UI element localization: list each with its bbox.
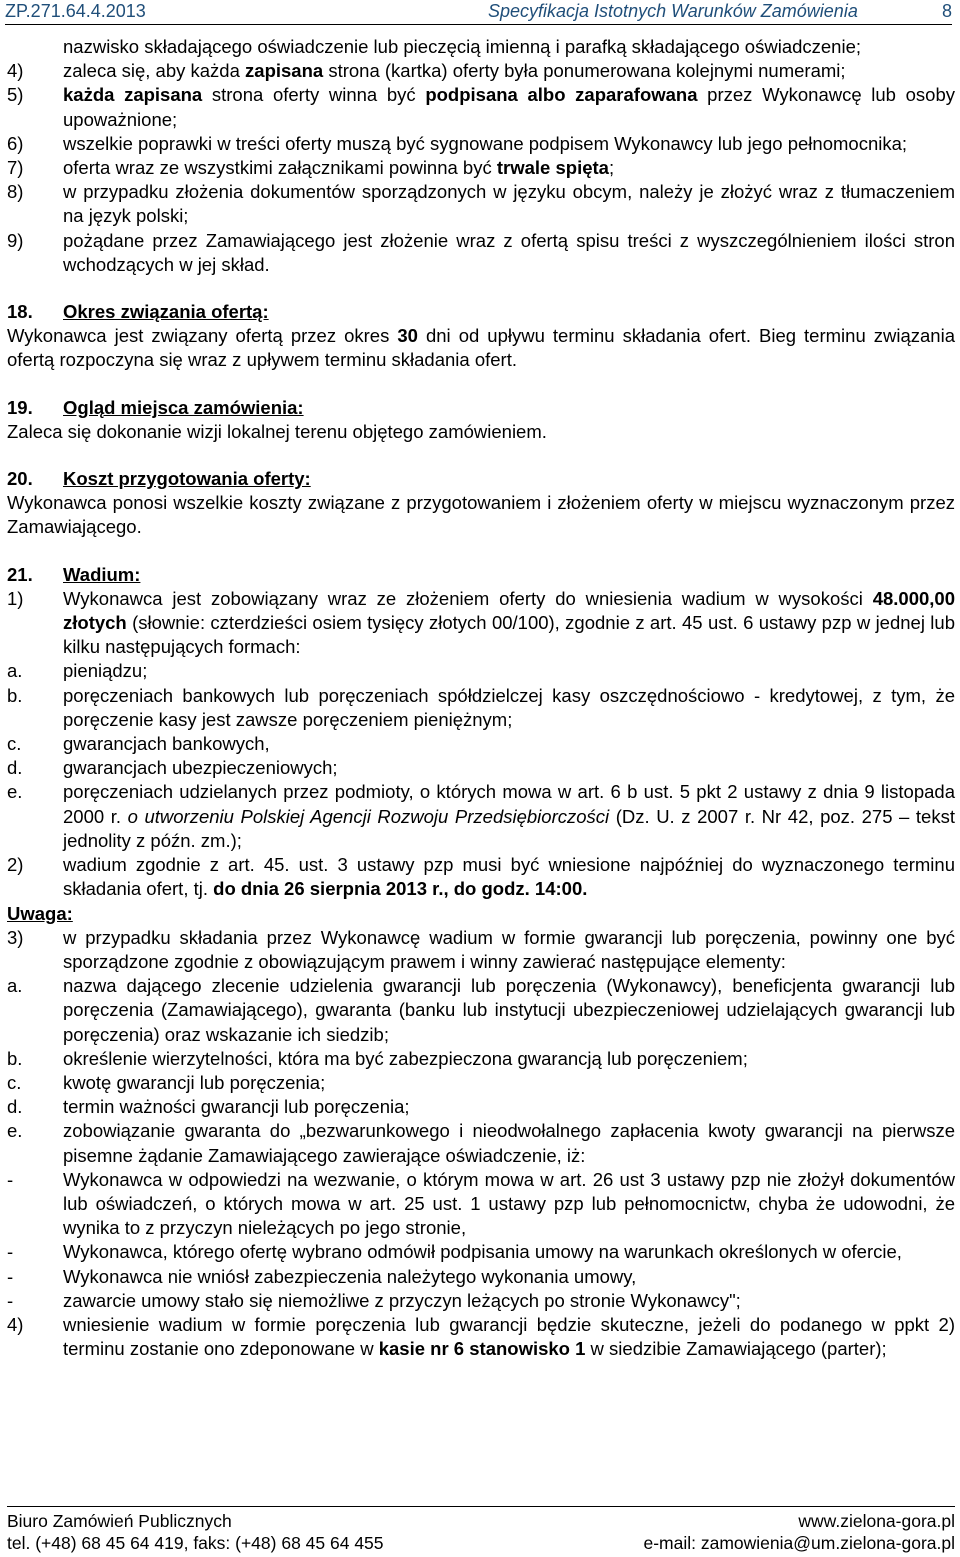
intro-continuation: nazwisko składającego oświadczenie lub pieczęcią imienną i parafką składającego oświadczenie;: [63, 36, 862, 57]
section-19-heading: 19. Ogląd miejsca zamówienia:: [7, 396, 304, 418]
form-item-e: e. poręczeniach udzielanych przez podmioty, o których mowa w art. 6 b ust. 5 pkt 2 ustawy z dnia 9 listopada 2000 r. o utworzeniu Polskiej Agencji Rozwoju Przedsiębiorczości (Dz. U. z 2007 r. Nr 42, poz. 275 – tekst jednolity z późn. zm.);: [7, 781, 955, 851]
list-item-8: [7, 180, 955, 228]
list-item-6: [7, 132, 955, 156]
form-item-a: a. pieniądzu;: [7, 660, 148, 682]
item-text: wszelkie poprawki w treści oferty muszą być sygnowane podpisem Wykonawcy lub jego pełnomocnika;: [63, 132, 908, 154]
item-number: 8): [7, 181, 24, 203]
section-20-heading: 20. Koszt przygotowania oferty:: [7, 468, 311, 490]
footer-phone: tel. (+48) 68 45 64 419, faks: (+48) 68 45 64 455: [7, 1533, 384, 1553]
list-item-5: [7, 83, 955, 131]
document-reference: ZP.271.64.4.2013: [5, 1, 146, 21]
dash-item-2: - Wykonawca, którego ofertę wybrano odmówił podpisania umowy na warunkach określonych w ofercie,: [7, 1241, 902, 1263]
wadium-point-3: 3) w przypadku składania przez Wykonawcę wadium w formie gwarancji lub poręczenia, powinny one być sporządzone zgodnie z obowiązującym prawem i winny zawierać następujące elementy:: [7, 926, 955, 972]
item-number: 7): [7, 157, 24, 179]
footer-email: e-mail: zamowienia@um.zielona-gora.pl: [643, 1533, 955, 1553]
section-21-heading: 21. Wadium:: [7, 563, 141, 585]
item-text: pożądane przez Zamawiającego jest złożenie wraz z ofertą spisu treści z wyszczególnieniem ilości stron wchodzących w jej skład.: [63, 229, 955, 275]
element-item-a: a. nazwa dającego zlecenie udzielenia gwarancji lub poręczenia (Wykonawcy), beneficjenta gwarancji lub poręczenia (Zamawiającego), gwaranta (banku lub instytucji ubezpieczeniowej udzielających gwarancji lub poręczenia) oraz wskazanie ich siedzib;: [7, 975, 955, 1045]
dash-item-3: - Wykonawca nie wniósł zabezpieczenia należytego wykonania umowy,: [7, 1265, 637, 1287]
item-number: 9): [7, 229, 24, 251]
page-header: [5, 0, 952, 25]
wadium-point-2: 2) wadium zgodnie z art. 45. ust. 3 ustawy pzp musi być wniesione najpóźniej do wyznaczonego terminu składania ofert, tj. do dnia 26 sierpnia 2013 r., do godz. 14:00.: [7, 854, 955, 900]
section-18-text: Wykonawca jest związany ofertą przez okres 30 dni od upływu terminu składania ofert. Bieg terminu związania ofertą rozpoczyna się wraz z upływem terminu składania ofert.: [7, 325, 955, 371]
note-heading: Uwaga:: [7, 902, 73, 924]
wadium-point-1: 1) Wykonawca jest zobowiązany wraz ze złożeniem oferty do wniesienia wadium w wysokości 48.000,00 złotych (słownie: czterdzieści osiem tysięcy złotych 00/100), zgodnie z art. 45 ust. 6 ustawy pzp w jednej lub kilku następujących formach:: [7, 587, 955, 658]
wadium-point-4: 4) wniesienie wadium w formie poręczenia lub gwarancji będzie skuteczne, jeżeli do podanego w ppkt 2) terminu zostanie ono zdeponowane w kasie nr 6 stanowisko 1 w siedzibie Zamawiającego (parter);: [7, 1313, 955, 1360]
form-item-d: d. gwarancjach ubezpieczeniowych;: [7, 757, 338, 779]
page-footer: [7, 1506, 955, 1554]
element-item-d: d. termin ważności gwarancji lub poręczenia;: [7, 1096, 410, 1118]
item-number: 6): [7, 132, 24, 154]
item-text: w przypadku złożenia dokumentów sporządzonych w języku obcym, należy je złożyć wraz z tłumaczeniem na język polski;: [63, 181, 955, 227]
list-item-7: [7, 156, 955, 180]
list-item-4: [7, 59, 955, 83]
item-number: 5): [7, 84, 24, 106]
page-number: 8: [941, 1, 952, 21]
document-body: [7, 35, 955, 1361]
item-text: każda zapisana strona oferty winna być podpisana albo zaparafowana przez Wykonawcę lub osoby upoważnione;: [63, 84, 955, 130]
footer-website: www.zielona-gora.pl: [798, 1511, 955, 1531]
element-item-b: b. określenie wierzytelności, która ma być zabezpieczona gwarancją lub poręczeniem;: [7, 1047, 748, 1069]
dash-item-1: - Wykonawca w odpowiedzi na wezwanie, o którym mowa w art. 26 ust 3 ustawy pzp nie złożył dokumentów lub oświadczeń, o których mowa w art. 25 ust. 1 ustawy pzp lub pełnomocnictw, chyba że udowodni, że wynika to z przyczyn nieleżących po jego stronie,: [7, 1168, 955, 1239]
dash-item-4: - zawarcie umowy stało się niemożliwe z przyczyn leżących po stronie Wykonawcy";: [7, 1289, 741, 1311]
item-text: zaleca się, aby każda zapisana strona (kartka) oferty była ponumerowana kolejnymi numerami;: [63, 60, 846, 82]
element-item-e: e. zobowiązanie gwaranta do „bezwarunkowego i nieodwołalnego zapłacenia kwoty gwarancji na pierwsze pisemne żądanie Zamawiającego zawierające oświadczenie, iż:: [7, 1120, 955, 1166]
element-item-c: c. kwotę gwarancji lub poręczenia;: [7, 1071, 326, 1093]
section-19-text: Zaleca się dokonanie wizji lokalnej terenu objętego zamówieniem.: [7, 420, 547, 442]
section-18-heading: 18. Okres związania ofertą:: [7, 301, 269, 323]
item-text: oferta wraz ze wszystkimi załącznikami powinna być trwale spięta;: [63, 157, 615, 179]
document-title: Specyfikacja Istotnych Warunków Zamówienia: [488, 1, 858, 21]
form-item-b: b. poręczeniach bankowych lub poręczeniach spółdzielczej kasy oszczędnościowo - kredytowej, z tym, że poręczenie kasy jest zawsze poręczeniem pieniężnym;: [7, 684, 955, 730]
form-item-c: c. gwarancjach bankowych,: [7, 733, 270, 755]
section-20-text: Wykonawca ponosi wszelkie koszty związane z przygotowaniem i złożeniem oferty w miejscu wyznaczonym przez Zamawiającego.: [7, 492, 955, 538]
footer-organization: Biuro Zamówień Publicznych: [7, 1511, 232, 1531]
list-item-9: [7, 229, 955, 277]
item-number: 4): [7, 60, 24, 82]
